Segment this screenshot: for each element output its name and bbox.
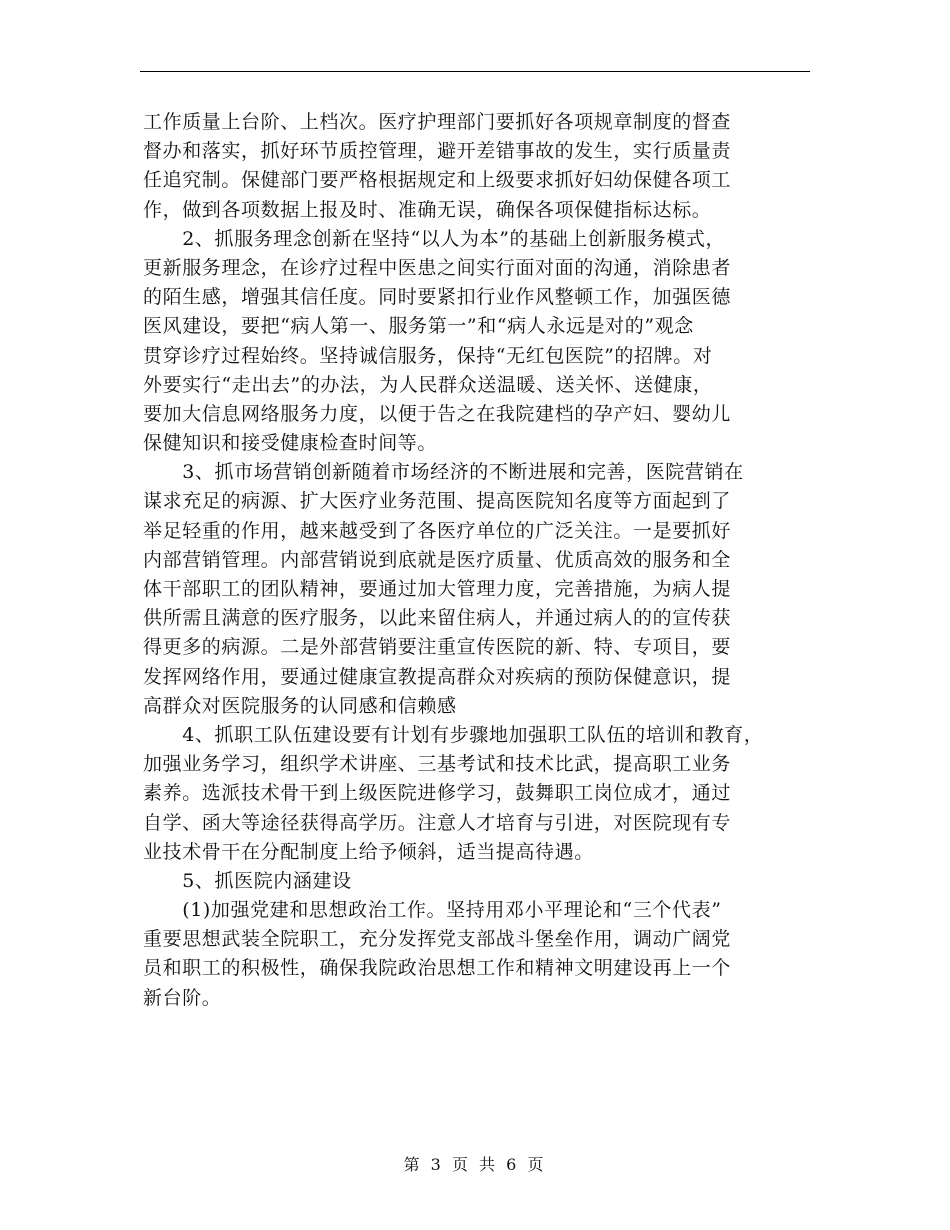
page-footer: 第 3 页 共 6 页 [403, 1155, 547, 1174]
document-body [143, 108, 813, 1013]
text-line: 素养。选派技术骨干到上级医院进修学习，鼓舞职工岗位成才，通过 [143, 782, 732, 805]
text-line: 3、抓市场营销创新随着市场经济的不断进展和完善，医院营销在 [143, 461, 744, 484]
text-line: 要加大信息网络服务力度，以便于告之在我院建档的孕产妇、婴幼儿 [143, 402, 732, 425]
text-line: 医风建设，要把“病人第一、服务第一”和“病人永远是对的”观念 [143, 315, 694, 338]
text-line: 任追究制。保健部门要严格根据规定和上级要求抓好妇幼保健各项工 [143, 169, 732, 192]
text-line: 举足轻重的作用，越来越受到了各医疗单位的广泛关注。一是要抓好 [143, 519, 732, 542]
text-line: 贯穿诊疗过程始终。坚持诚信服务，保持“无红包医院”的招牌。对 [143, 344, 713, 367]
text-line: 作，做到各项数据上报及时、准确无误，确保各项保健指标达标。 [143, 198, 712, 221]
text-line: 谋求充足的病源、扩大医疗业务范围、提高医院知名度等方面起到了 [143, 490, 732, 513]
text-line: (1)加强党建和思想政治工作。坚持用邓小平理论和“三个代表” [143, 899, 722, 922]
header-rule [140, 71, 810, 72]
text-line: 外要实行“走出去”的办法，为人民群众送温暖、送关怀、送健康， [143, 373, 713, 396]
text-line: 新台阶。 [143, 986, 222, 1009]
text-line: 员和职工的积极性，确保我院政治思想工作和精神文明建设再上一个 [143, 957, 732, 980]
text-line: 高群众对医院服务的认同感和信赖感 [143, 694, 457, 717]
text-line: 5、抓医院内涵建设 [143, 869, 352, 892]
text-line: 督办和落实，抓好环节质控管理，避开差错事故的发生，实行质量责 [143, 140, 732, 163]
text-line: 保健知识和接受健康检查时间等。 [143, 432, 438, 455]
text-line: 的陌生感，增强其信任度。同时要紧扣行业作风整顿工作，加强医德 [143, 286, 732, 309]
text-line: 得更多的病源。二是外部营销要注重宣传医院的新、特、专项目，要 [143, 636, 732, 659]
text-line: 加强业务学习，组织学术讲座、三基考试和技术比武，提高职工业务 [143, 753, 732, 776]
text-line: 供所需且满意的医疗服务，以此来留住病人，并通过病人的的宣传获 [143, 607, 732, 630]
text-line: 4、抓职工队伍建设要有计划有步骤地加强职工队伍的培训和教育， [143, 723, 764, 746]
text-line: 自学、函大等途径获得高学历。注意人才培育与引进，对医院现有专 [143, 811, 732, 834]
text-line: 内部营销管理。内部营销说到底就是医疗质量、优质高效的服务和全 [143, 548, 732, 571]
text-line: 重要思想武装全院职工，充分发挥党支部战斗堡垒作用，调动广阔党 [143, 928, 732, 951]
text-line: 2、抓服务理念创新在坚持“以人为本”的基础上创新服务模式， [143, 227, 726, 250]
text-line: 发挥网络作用，要通过健康宣教提高群众对疾病的预防保健意识，提 [143, 665, 732, 688]
text-line: 体干部职工的团队精神，要通过加大管理力度，完善措施，为病人提 [143, 578, 732, 600]
text-line: 更新服务理念，在诊疗过程中医患之间实行面对面的沟通，消除患者 [143, 256, 732, 279]
text-line: 业技术骨干在分配制度上给予倾斜，适当提高待遇。 [143, 840, 594, 863]
text-line: 工作质量上台阶、上档次。医疗护理部门要抓好各项规章制度的督查 [143, 111, 732, 133]
